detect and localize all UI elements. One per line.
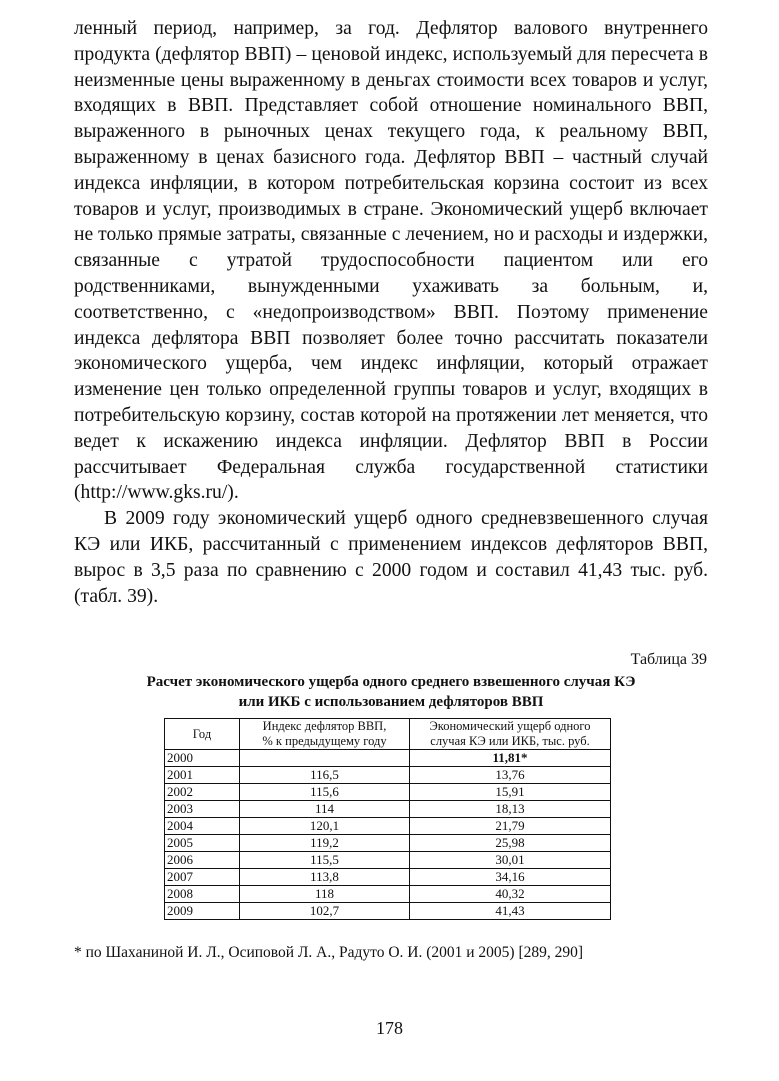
cell-loss: 34,16 (410, 869, 611, 886)
cell-index: 115,6 (240, 784, 410, 801)
table-title-line-1: Расчет экономического ущерба одного среднего взвешенного случая КЭ (146, 674, 636, 690)
table-header-row (165, 719, 611, 750)
cell-index: 120,1 (240, 818, 410, 835)
table-row (165, 784, 611, 801)
cell-year: 2004 (165, 818, 240, 835)
cell-year: 2001 (165, 767, 240, 784)
cell-loss: 41,43 (410, 903, 611, 920)
header-loss-line-2: случая КЭ или ИКБ, тыс. руб. (430, 734, 590, 748)
cell-index: 113,8 (240, 869, 410, 886)
cell-index: 102,7 (240, 903, 410, 920)
cell-index: 118 (240, 886, 410, 903)
cell-loss: 13,76 (410, 767, 611, 784)
body-text (74, 16, 708, 609)
header-index-line-1: Индекс дефлятор ВВП, (262, 719, 387, 733)
footnote: * по Шаханиной И. Л., Осиповой Л. А., Радуто О. И. (2001 и 2005) [289, 290] (74, 944, 584, 961)
table-row (165, 750, 611, 767)
table-row (165, 903, 611, 920)
table-title-line-2: или ИКБ с использованием дефляторов ВВП (238, 694, 544, 710)
cell-year: 2008 (165, 886, 240, 903)
cell-index (240, 750, 410, 767)
paragraph-2: В 2009 году экономический ущерб одного средневзвешенного случая КЭ или ИКБ, рассчитанный с применением индексов дефляторов ВВП, вырос в 3,5 раза по сравнению с 2000 годом и составил 41,43 тыс. руб. (табл. 39). (74, 508, 708, 607)
header-loss (410, 719, 611, 750)
cell-year: 2005 (165, 835, 240, 852)
cell-year: 2003 (165, 801, 240, 818)
table-title (74, 672, 708, 712)
header-loss-line-1: Экономический ущерб одного (429, 719, 591, 733)
cell-loss: 11,81* (410, 750, 611, 767)
table-row (165, 835, 611, 852)
table-row (165, 852, 611, 869)
cell-loss: 40,32 (410, 886, 611, 903)
header-index (240, 719, 410, 750)
cell-year: 2009 (165, 903, 240, 920)
cell-loss: 30,01 (410, 852, 611, 869)
cell-loss: 25,98 (410, 835, 611, 852)
header-index-line-2: % к предыдущему году (262, 734, 387, 748)
page-number: 178 (376, 1018, 403, 1038)
table-row (165, 886, 611, 903)
cell-year: 2006 (165, 852, 240, 869)
cell-year: 2002 (165, 784, 240, 801)
cell-index: 119,2 (240, 835, 410, 852)
table-row (165, 818, 611, 835)
table-row (165, 801, 611, 818)
cell-index: 116,5 (240, 767, 410, 784)
table-row (165, 869, 611, 886)
cell-index: 115,5 (240, 852, 410, 869)
cell-year: 2007 (165, 869, 240, 886)
table-row (165, 767, 611, 784)
cell-loss: 18,13 (410, 801, 611, 818)
table-label: Таблица 39 (630, 651, 707, 668)
paragraph-1: ленный период, например, за год. Дефлятор валового внутреннего продукта (дефлятор ВВП) – ценовой индекс, используемый для пересчета в неизменные цены выраженному в деньгах стоимости всех товаров и услуг, входящих в ВВП. Представляет собой отношение номинального ВВП, выраженного в рыночных ценах текущего года, к реальному ВВП, выраженному в ценах базисного года. Дефлятор ВВП – частный случай индекса инфляции, в котором потребительская корзина состоит из всех товаров и услуг, производимых в стране. Экономический ущерб включает не только прямые затраты, связанные с лечением, но и расходы и издержки, связанные с утратой трудоспособности пациентом или его родственниками, вынужденными ухаживать за больным, и, соответственно, с «недопроизводством» ВВП. Поэтому применение индекса дефлятора ВВП позволяет более точно рассчитать показатели экономического ущерба, чем индекс инфляции, который отражает изменение цен только определенной группы товаров и услуг, входящих в потребительскую корзину, состав которой на протяжении лет меняется, что ведет к искажению индекса инфляции. Дефлятор ВВП в России рассчитывает Федеральная служба государственной статистики (http://www.gks.ru/). (74, 18, 708, 504)
data-table (164, 718, 611, 920)
cell-loss: 21,79 (410, 818, 611, 835)
cell-year: 2000 (165, 750, 240, 767)
cell-index: 114 (240, 801, 410, 818)
cell-loss: 15,91 (410, 784, 611, 801)
header-year: Год (165, 719, 240, 750)
